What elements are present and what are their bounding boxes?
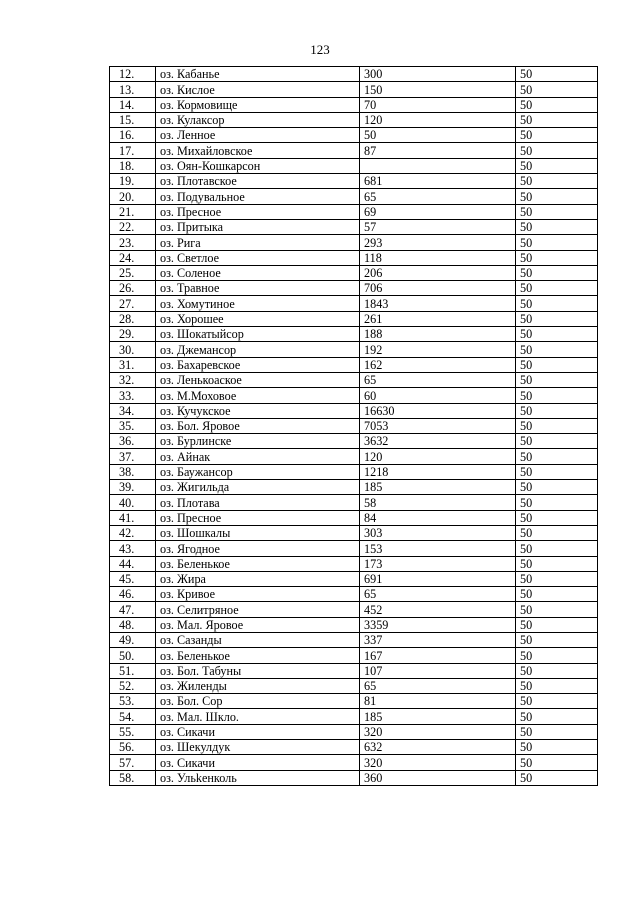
table-row [110,403,598,418]
row-number-cell: 53. [110,694,156,709]
lake-name-cell: оз. Пресное [156,510,360,525]
lake-name-cell: оз. Ленное [156,128,360,143]
row-number-cell: 47. [110,602,156,617]
row-number-cell: 55. [110,724,156,739]
lake-name-cell: оз. Ягодное [156,541,360,556]
lake-area-cell: 320 [360,724,516,739]
lake-value-cell: 50 [516,602,598,617]
table-row [110,342,598,357]
table-row [110,480,598,495]
lake-area-cell: 188 [360,327,516,342]
row-number-cell: 41. [110,510,156,525]
lake-name-cell: оз. Пресное [156,204,360,219]
table-row [110,128,598,143]
lake-name-cell: оз. Селитряное [156,602,360,617]
lake-value-cell: 50 [516,755,598,770]
table-row [110,449,598,464]
row-number-cell: 42. [110,525,156,540]
row-number-cell: 45. [110,571,156,586]
lake-name-cell: оз. Оян-Кошкарсон [156,158,360,173]
row-number-cell: 19. [110,174,156,189]
lake-name-cell: оз. Джемансор [156,342,360,357]
row-number-cell: 33. [110,388,156,403]
lake-area-cell: 150 [360,82,516,97]
lake-area-cell: 167 [360,648,516,663]
lake-area-cell: 87 [360,143,516,158]
lake-name-cell: оз. Мал. Шкло. [156,709,360,724]
lake-area-cell: 162 [360,357,516,372]
lake-area-cell: 303 [360,525,516,540]
lake-value-cell: 50 [516,525,598,540]
row-number-cell: 49. [110,632,156,647]
table-row [110,556,598,571]
lake-name-cell: оз. Кабанье [156,67,360,82]
lake-value-cell: 50 [516,342,598,357]
lake-value-cell: 50 [516,357,598,372]
lake-area-cell: 300 [360,67,516,82]
lake-value-cell: 50 [516,327,598,342]
lake-name-cell: оз. Шекулдук [156,740,360,755]
lake-value-cell: 50 [516,97,598,112]
lake-name-cell: оз. Ульkенколь [156,770,360,785]
table-row [110,112,598,127]
row-number-cell: 26. [110,281,156,296]
row-number-cell: 37. [110,449,156,464]
lake-area-cell: 192 [360,342,516,357]
lake-value-cell: 50 [516,709,598,724]
row-number-cell: 25. [110,265,156,280]
lake-area-cell: 65 [360,372,516,387]
lake-value-cell: 50 [516,128,598,143]
lake-name-cell: оз. Сикачи [156,724,360,739]
lake-area-cell: 70 [360,97,516,112]
table-row [110,617,598,632]
row-number-cell: 28. [110,311,156,326]
lake-value-cell: 50 [516,174,598,189]
table-row [110,525,598,540]
lake-value-cell: 50 [516,694,598,709]
lake-value-cell: 50 [516,632,598,647]
lake-name-cell: оз. Сикачи [156,755,360,770]
lake-name-cell: оз. Подувальное [156,189,360,204]
row-number-cell: 40. [110,495,156,510]
lake-area-cell [360,158,516,173]
table-row [110,235,598,250]
table-row [110,632,598,647]
row-number-cell: 17. [110,143,156,158]
lake-name-cell: оз. Кислое [156,82,360,97]
table-row [110,189,598,204]
lake-name-cell: оз. Жигильда [156,480,360,495]
lake-area-cell: 60 [360,388,516,403]
lake-value-cell: 50 [516,648,598,663]
lake-area-cell: 452 [360,602,516,617]
row-number-cell: 52. [110,678,156,693]
table-row [110,311,598,326]
row-number-cell: 22. [110,219,156,234]
row-number-cell: 21. [110,204,156,219]
lake-name-cell: оз. Мал. Яровое [156,617,360,632]
table-row [110,296,598,311]
lake-area-cell: 118 [360,250,516,265]
lake-value-cell: 50 [516,281,598,296]
table-row [110,250,598,265]
lake-value-cell: 50 [516,158,598,173]
lake-name-cell: оз. Баужансор [156,464,360,479]
lake-area-cell: 706 [360,281,516,296]
row-number-cell: 13. [110,82,156,97]
lake-area-cell: 69 [360,204,516,219]
lake-name-cell: оз. Травное [156,281,360,296]
lake-name-cell: оз. Плотавское [156,174,360,189]
lakes-table [109,66,598,786]
table-row [110,418,598,433]
lake-name-cell: оз. Бол. Яровое [156,418,360,433]
lake-area-cell: 337 [360,632,516,647]
lake-area-cell: 360 [360,770,516,785]
lake-area-cell: 1218 [360,464,516,479]
lake-value-cell: 50 [516,617,598,632]
lake-value-cell: 50 [516,464,598,479]
lake-name-cell: оз. Рига [156,235,360,250]
lake-area-cell: 7053 [360,418,516,433]
lake-area-cell: 3359 [360,617,516,632]
lake-value-cell: 50 [516,495,598,510]
table-row [110,678,598,693]
table-row [110,158,598,173]
lake-area-cell: 632 [360,740,516,755]
row-number-cell: 58. [110,770,156,785]
row-number-cell: 39. [110,480,156,495]
lakes-table-body [110,67,598,786]
row-number-cell: 12. [110,67,156,82]
lake-name-cell: оз. Светлое [156,250,360,265]
row-number-cell: 32. [110,372,156,387]
lake-value-cell: 50 [516,663,598,678]
table-row [110,694,598,709]
table-row [110,663,598,678]
lake-value-cell: 50 [516,418,598,433]
lake-area-cell: 58 [360,495,516,510]
lake-area-cell: 65 [360,587,516,602]
row-number-cell: 56. [110,740,156,755]
lake-area-cell: 185 [360,709,516,724]
lake-area-cell: 691 [360,571,516,586]
lake-value-cell: 50 [516,311,598,326]
lake-area-cell: 50 [360,128,516,143]
lake-value-cell: 50 [516,372,598,387]
lake-area-cell: 681 [360,174,516,189]
lake-value-cell: 50 [516,740,598,755]
lake-value-cell: 50 [516,219,598,234]
lake-value-cell: 50 [516,250,598,265]
row-number-cell: 29. [110,327,156,342]
lake-value-cell: 50 [516,480,598,495]
lake-value-cell: 50 [516,434,598,449]
lake-value-cell: 50 [516,571,598,586]
lake-value-cell: 50 [516,770,598,785]
lake-name-cell: оз. Жиленды [156,678,360,693]
table-row [110,357,598,372]
lake-value-cell: 50 [516,449,598,464]
lake-value-cell: 50 [516,724,598,739]
lake-value-cell: 50 [516,403,598,418]
lake-name-cell: оз. Плотава [156,495,360,510]
lake-name-cell: оз. Кормовище [156,97,360,112]
lake-area-cell: 1843 [360,296,516,311]
table-row [110,327,598,342]
lake-area-cell: 81 [360,694,516,709]
lake-area-cell: 84 [360,510,516,525]
row-number-cell: 36. [110,434,156,449]
lake-name-cell: оз. Кривое [156,587,360,602]
table-row [110,219,598,234]
lake-area-cell: 153 [360,541,516,556]
lake-area-cell: 3632 [360,434,516,449]
row-number-cell: 57. [110,755,156,770]
table-row [110,648,598,663]
lake-value-cell: 50 [516,265,598,280]
lake-name-cell: оз. Беленькое [156,648,360,663]
table-row [110,770,598,785]
row-number-cell: 51. [110,663,156,678]
lake-name-cell: оз. М.Моховое [156,388,360,403]
lake-name-cell: оз. Ленькоаское [156,372,360,387]
row-number-cell: 31. [110,357,156,372]
lake-value-cell: 50 [516,143,598,158]
row-number-cell: 27. [110,296,156,311]
lake-value-cell: 50 [516,541,598,556]
lake-area-cell: 261 [360,311,516,326]
lake-value-cell: 50 [516,67,598,82]
lake-area-cell: 320 [360,755,516,770]
lake-area-cell: 173 [360,556,516,571]
lake-name-cell: оз. Шошкалы [156,525,360,540]
lake-value-cell: 50 [516,189,598,204]
row-number-cell: 23. [110,235,156,250]
lake-area-cell: 16630 [360,403,516,418]
lake-value-cell: 50 [516,678,598,693]
table-row [110,82,598,97]
row-number-cell: 16. [110,128,156,143]
table-row [110,495,598,510]
table-row [110,571,598,586]
lake-area-cell: 206 [360,265,516,280]
lake-name-cell: оз. Жира [156,571,360,586]
row-number-cell: 14. [110,97,156,112]
lake-area-cell: 293 [360,235,516,250]
table-row [110,388,598,403]
row-number-cell: 35. [110,418,156,433]
table-row [110,143,598,158]
lake-value-cell: 50 [516,82,598,97]
table-row [110,265,598,280]
table-row [110,204,598,219]
lake-area-cell: 185 [360,480,516,495]
lake-name-cell: оз. Притыка [156,219,360,234]
lake-name-cell: оз. Бурлинске [156,434,360,449]
table-row [110,740,598,755]
lake-value-cell: 50 [516,112,598,127]
lake-area-cell: 120 [360,449,516,464]
lake-value-cell: 50 [516,510,598,525]
lake-name-cell: оз. Кучукское [156,403,360,418]
table-row [110,174,598,189]
table-row [110,67,598,82]
page-number: 123 [310,42,330,57]
row-number-cell: 43. [110,541,156,556]
lake-name-cell: оз. Бол. Табуны [156,663,360,678]
lake-name-cell: оз. Бол. Сор [156,694,360,709]
lake-name-cell: оз. Шокатыйсор [156,327,360,342]
table-row [110,587,598,602]
lake-area-cell: 57 [360,219,516,234]
row-number-cell: 34. [110,403,156,418]
lake-name-cell: оз. Хорошее [156,311,360,326]
lake-area-cell: 107 [360,663,516,678]
row-number-cell: 18. [110,158,156,173]
lake-name-cell: оз. Сазанды [156,632,360,647]
row-number-cell: 54. [110,709,156,724]
table-row [110,464,598,479]
lake-area-cell: 65 [360,189,516,204]
lake-name-cell: оз. Беленькое [156,556,360,571]
lake-name-cell: оз. Соленое [156,265,360,280]
lake-value-cell: 50 [516,296,598,311]
lake-name-cell: оз. Бахаревское [156,357,360,372]
row-number-cell: 24. [110,250,156,265]
row-number-cell: 30. [110,342,156,357]
lake-area-cell: 65 [360,678,516,693]
table-row [110,602,598,617]
lake-value-cell: 50 [516,388,598,403]
row-number-cell: 38. [110,464,156,479]
lake-value-cell: 50 [516,587,598,602]
lake-value-cell: 50 [516,204,598,219]
lake-name-cell: оз. Михайловское [156,143,360,158]
table-row [110,434,598,449]
row-number-cell: 46. [110,587,156,602]
table-row [110,281,598,296]
lake-name-cell: оз. Айнак [156,449,360,464]
table-row [110,755,598,770]
lake-value-cell: 50 [516,556,598,571]
table-row [110,709,598,724]
table-row [110,724,598,739]
lake-value-cell: 50 [516,235,598,250]
row-number-cell: 44. [110,556,156,571]
table-row [110,372,598,387]
lake-name-cell: оз. Кулаксор [156,112,360,127]
row-number-cell: 15. [110,112,156,127]
row-number-cell: 20. [110,189,156,204]
row-number-cell: 50. [110,648,156,663]
table-row [110,97,598,112]
table-row [110,510,598,525]
lake-name-cell: оз. Хомутиное [156,296,360,311]
lake-area-cell: 120 [360,112,516,127]
row-number-cell: 48. [110,617,156,632]
table-row [110,541,598,556]
